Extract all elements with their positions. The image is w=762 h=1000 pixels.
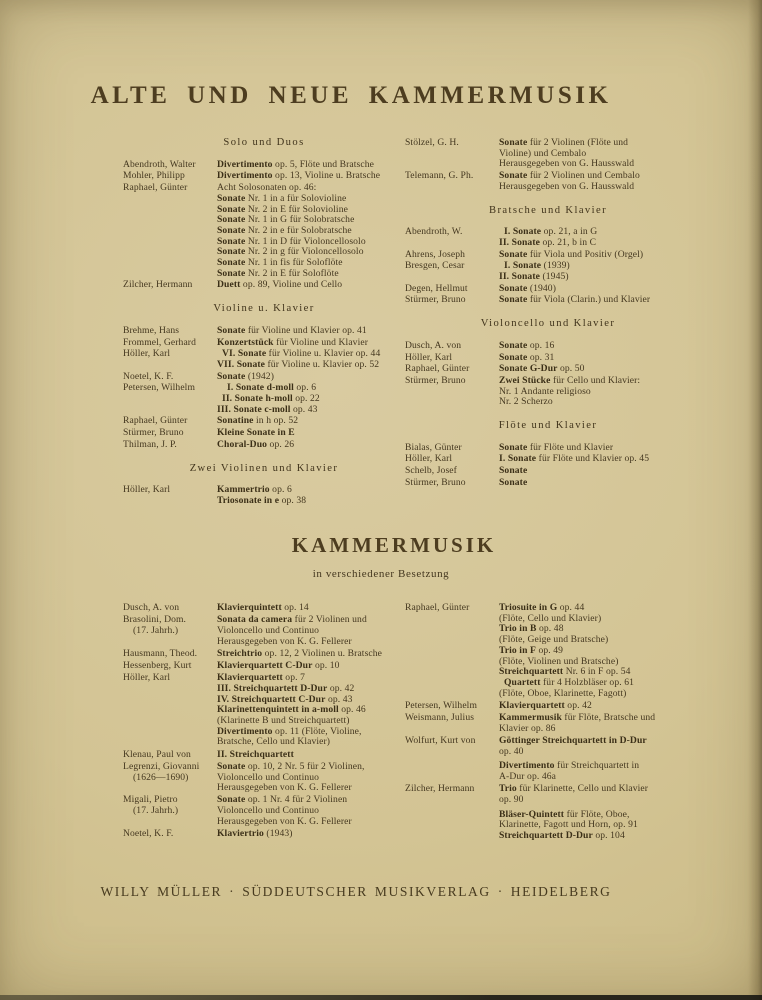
catalog-section [405, 138, 691, 193]
composer-name: Bialas, Günter [405, 441, 462, 453]
composer-name: Noetel, K. F. [123, 828, 174, 840]
work-line: Sonate für 2 Violinen und Cembalo [499, 170, 640, 182]
composer-name: Dusch, A. von [123, 602, 180, 613]
composer-name: Degen, Hellmut [405, 282, 468, 294]
work-list [217, 338, 405, 349]
work-line: Klavierquartett C-Dur op. 10 [217, 660, 340, 672]
work-line: I. Sonate (1939) [504, 260, 570, 272]
section-heading: Zwei Violinen und Klavier [189, 462, 339, 474]
section-heading: Solo und Duos [223, 137, 305, 148]
work-line: Sonate für Viola und Positiv (Orgel) [499, 248, 644, 260]
entry-row [405, 341, 691, 352]
work-list [499, 736, 695, 783]
work-list [217, 372, 405, 383]
composer-name: Klenau, Paul von [123, 748, 191, 760]
composer-name: Höller, Karl [405, 351, 453, 363]
work-list [499, 478, 691, 489]
entry-row [405, 261, 691, 282]
work-line: Violoncello und Continuo [217, 624, 320, 636]
work-line: I. Sonate op. 21, a in G [504, 226, 598, 238]
work-list [217, 485, 405, 506]
work-line: Sonate op. 16 [499, 339, 555, 351]
work-line: Konzertstück für Violine und Klavier [217, 336, 368, 348]
work-list [217, 750, 405, 761]
work-line: Klarinette, Fagott und Horn, op. 91 [499, 819, 638, 831]
work-line: Streichquartett Nr. 6 in F op. 54 [499, 666, 631, 678]
work-line: Sonate für Violine und Klavier op. 41 [217, 324, 367, 336]
work-line: I. Sonate d-moll op. 6 [227, 382, 317, 394]
composer-name: Höller, Karl [123, 672, 171, 684]
entry-row [405, 466, 691, 477]
work-line: Zwei Stücke für Cello und Klavier: [499, 374, 641, 386]
composer-name: Schelb, Josef [405, 465, 457, 477]
page-title: ALTE UND NEUE KAMMERMUSIK [90, 82, 612, 109]
work-line: Sonatine in h op. 52 [217, 415, 299, 427]
composer-name: Petersen, Wilhelm [123, 382, 196, 394]
work-list [499, 284, 691, 295]
work-list [499, 376, 691, 408]
catalog-section [405, 421, 691, 489]
work-line: Klarinettenquintett in a-moll op. 46 [217, 704, 366, 716]
work-list [499, 466, 691, 477]
entry-row [123, 326, 405, 337]
upper-left-column [123, 138, 405, 508]
composer-name: Höller, Karl [123, 348, 171, 360]
catalog-section [405, 319, 691, 408]
work-list [217, 171, 405, 182]
work-list [217, 160, 405, 171]
work-line: Sonate Nr. 2 in E für Soloflöte [217, 267, 339, 279]
work-line: Nr. 2 Scherzo [499, 396, 553, 408]
work-list [499, 443, 691, 454]
work-line: Sonate op. 1 Nr. 4 für 2 Violinen [217, 794, 348, 806]
work-line: Bläser-Quintett für Flöte, Oboe, [499, 808, 630, 820]
work-line: Bratsche, Cello und Klavier) [217, 736, 331, 748]
work-line: Herausgegeben von K. G. Fellerer [217, 782, 352, 794]
work-line: Herausgegeben von G. Hausswald [499, 180, 635, 192]
composer-name: Migali, Pietro (17. Jahrh.) [123, 794, 179, 817]
composer-name: Noetel, K. F. [123, 370, 174, 382]
composer-name: Höller, Karl [405, 453, 453, 465]
work-line: Trio in F op. 49 [499, 644, 564, 656]
work-line: Sonate [499, 476, 528, 488]
work-list [217, 603, 405, 614]
work-line: Sonate [499, 465, 528, 477]
work-line: Streichquartett D-Dur op. 104 [499, 830, 625, 842]
entry-row [123, 762, 405, 794]
work-list [217, 673, 405, 748]
work-line: Violine) und Cembalo [499, 147, 587, 159]
work-line: Duett op. 89, Violine und Cello [217, 279, 343, 291]
composer-name: Bresgen, Cesar [405, 260, 465, 272]
entry-row [123, 416, 405, 427]
work-line: Sonate Nr. 1 in G für Solobratsche [217, 214, 355, 226]
work-list [217, 661, 405, 672]
entry-row [123, 649, 405, 660]
entry-row [405, 736, 695, 783]
work-line: III. Streichquartett D-Dur op. 42 [217, 682, 355, 694]
entry-row [405, 603, 695, 699]
entry-row [123, 795, 405, 827]
composer-name: Legrenzi, Giovanni (1626—1690) [123, 760, 200, 783]
entry-row [123, 661, 405, 672]
work-line: Choral-Duo op. 26 [217, 438, 295, 450]
work-line: Triosuite in G op. 44 [499, 602, 585, 613]
work-line: Sonate für 2 Violinen (Flöte und [499, 137, 629, 148]
work-line: (Flöte, Geige und Bratsche) [499, 634, 609, 646]
work-list [499, 341, 691, 352]
work-line: Triosonate in e op. 38 [217, 494, 307, 506]
work-list [217, 349, 405, 370]
work-line: Klavierquintett op. 14 [217, 602, 309, 613]
work-line: II. Sonate h-moll op. 22 [222, 393, 320, 405]
section-heading: Violine u. Klavier [213, 303, 315, 315]
work-line: Sonate Nr. 1 in D für Violoncellosolo [217, 235, 366, 247]
work-line: Sonate Nr. 2 in e für Solobratsche [217, 224, 352, 236]
composer-name: Raphael, Günter [123, 415, 188, 427]
work-line: VI. Sonate für Violine u. Klavier op. 44 [222, 348, 381, 360]
lower-left-column [123, 603, 405, 841]
entry-row [405, 295, 691, 306]
work-list [499, 138, 691, 170]
catalog-section [405, 603, 695, 842]
work-line: Trio in B op. 48 [499, 623, 564, 635]
entry-row [123, 383, 405, 415]
composer-name: Abendroth, W. [405, 226, 463, 238]
work-line: (Flöte, Violinen und Bratsche) [499, 655, 619, 667]
work-list [217, 416, 405, 427]
entry-row [123, 183, 405, 279]
work-line: III. Sonate c-moll op. 43 [217, 403, 318, 415]
composer-name: Ahrens, Joseph [405, 248, 466, 260]
work-line: Sonate Nr. 1 in fis für Soloflöte [217, 257, 343, 269]
composer-name: Abendroth, Walter [123, 158, 196, 170]
work-line: Divertimento op. 13, Violine u. Bratsche [217, 170, 381, 182]
work-list [217, 440, 405, 451]
entry-row [405, 353, 691, 364]
composer-name: Stölzel, G. H. [405, 137, 459, 148]
work-list [499, 295, 691, 306]
composer-name: Dusch, A. von [405, 339, 462, 351]
work-line: Herausgegeben von G. Hausswald [499, 158, 635, 170]
work-line: Kammertrio op. 6 [217, 484, 292, 496]
work-line: Sonate op. 31 [499, 351, 555, 363]
work-list [217, 829, 405, 840]
work-line: Sonate für Flöte und Klavier [499, 441, 614, 453]
work-list [499, 784, 695, 842]
entry-row [405, 454, 691, 465]
work-line: (Flöte, Cello und Klavier) [499, 612, 602, 624]
work-line: I. Sonate für Flöte und Klavier op. 45 [499, 453, 650, 465]
work-list [499, 603, 695, 699]
entry-row [405, 364, 691, 375]
entry-row [123, 829, 405, 840]
work-list [499, 250, 691, 261]
work-line: Violoncello und Continuo [217, 805, 320, 817]
work-line: II. Sonate (1945) [499, 271, 569, 283]
entry-row [123, 750, 405, 761]
work-line: Trio für Klarinette, Cello und Klavier [499, 783, 649, 795]
work-line: Acht Solosonaten op. 46: [217, 182, 317, 194]
composer-name: Hessenberg, Kurt [123, 660, 192, 672]
work-list [499, 454, 691, 465]
work-line: Kleine Sonate in E [217, 427, 295, 439]
work-line: Sonate Nr. 2 in g für Violoncellosolo [217, 246, 364, 258]
entry-row [405, 284, 691, 295]
work-line: Violoncello und Continuo [217, 771, 320, 783]
composer-name: Telemann, G. Ph. [405, 170, 474, 182]
composer-name: Brehme, Hans [123, 324, 180, 336]
work-line: Klavierquartett op. 7 [217, 672, 305, 684]
entry-row [123, 349, 405, 370]
work-line: Herausgegeben von K. G. Fellerer [217, 815, 352, 827]
work-list [499, 713, 695, 734]
entry-row [123, 171, 405, 182]
work-line: Sonate op. 10, 2 Nr. 5 für 2 Violinen, [217, 760, 365, 772]
entry-row [405, 138, 691, 170]
composer-name: Raphael, Günter [123, 182, 188, 194]
work-line: II. Streichquartett [217, 748, 294, 760]
entry-row [123, 603, 405, 614]
composer-name: Weismann, Julius [405, 712, 475, 724]
work-line: op. 90 [499, 793, 524, 805]
publisher-imprint: WILLY MÜLLER · SÜDDEUTSCHER MUSIKVERLAG · HEIDELBERG [100, 884, 612, 899]
composer-name: Stürmer, Bruno [123, 427, 184, 439]
catalog-section [123, 304, 405, 450]
composer-name: Mohler, Philipp [123, 170, 185, 182]
work-line: Divertimento op. 11 (Flöte, Violine, [217, 725, 362, 737]
section-heading: Bratsche und Klavier [488, 204, 608, 216]
work-list [499, 171, 691, 192]
work-list [217, 183, 405, 279]
work-line: Herausgegeben von K. G. Fellerer [217, 635, 352, 647]
work-line: Sonate für Viola (Clarin.) und Klavier [499, 294, 651, 306]
work-line: Sonate (1940) [499, 282, 557, 294]
work-line: Klavier op. 86 [499, 722, 556, 734]
entry-row [405, 171, 691, 192]
entry-row [405, 478, 691, 489]
catalog-section [405, 206, 691, 307]
work-list [499, 364, 691, 375]
entry-row [405, 701, 695, 712]
work-line: Sonate Nr. 1 in a für Solovioline [217, 192, 347, 204]
entry-row [123, 615, 405, 647]
work-list [499, 227, 691, 248]
entry-row [123, 160, 405, 171]
work-line: Sonate G-Dur op. 50 [499, 363, 585, 375]
section-heading: Violoncello und Klavier [480, 318, 616, 330]
work-list [217, 383, 405, 415]
entry-row [123, 428, 405, 439]
entry-row [123, 673, 405, 748]
entry-row [123, 280, 405, 291]
composer-name: Zilcher, Hermann [123, 279, 193, 291]
work-list [499, 701, 695, 712]
entry-row [123, 338, 405, 349]
work-line: VII. Sonate für Violine u. Klavier op. 52 [217, 358, 380, 370]
composer-name: Raphael, Günter [405, 363, 470, 375]
catalog-section [123, 138, 405, 291]
work-line: Divertimento op. 5, Flöte und Bratsche [217, 158, 375, 170]
work-line: (Flöte, Oboe, Klarinette, Fagott) [499, 687, 627, 699]
work-line: Sonata da camera für 2 Violinen und [217, 614, 367, 626]
work-line: Klavierquartett op. 42 [499, 699, 592, 711]
composer-name: Zilcher, Hermann [405, 783, 475, 795]
work-line: Divertimento für Streichquartett in [499, 760, 640, 772]
entry-row [405, 713, 695, 734]
section-subtitle: in verschiedener Besetzung [312, 568, 450, 580]
entry-row [405, 443, 691, 454]
work-list [217, 280, 405, 291]
work-line: Streichtrio op. 12, 2 Violinen u. Bratsche [217, 647, 383, 659]
entry-row [405, 227, 691, 248]
work-list [217, 615, 405, 647]
work-line: II. Sonate op. 21, b in C [499, 236, 597, 248]
work-list [217, 762, 405, 794]
composer-name: Stürmer, Bruno [405, 294, 466, 306]
work-list [499, 261, 691, 282]
entry-row [405, 784, 695, 842]
work-line: Göttinger Streichquartett in D-Dur [499, 734, 647, 746]
entry-row [405, 250, 691, 261]
composer-name: Thilman, J. P. [123, 438, 177, 450]
entry-row [123, 485, 405, 506]
composer-name: Stürmer, Bruno [405, 476, 466, 488]
work-line: Kammermusik für Flöte, Bratsche und [499, 712, 656, 724]
work-line: Sonate Nr. 2 in E für Solovioline [217, 203, 348, 215]
entry-row [123, 440, 405, 451]
work-line: Quartett für 4 Holzbläser op. 61 [504, 676, 635, 688]
composer-name: Raphael, Günter [405, 602, 470, 613]
entry-row [405, 376, 691, 408]
work-line: Klaviertrio (1943) [217, 828, 293, 840]
work-line: op. 40 [499, 745, 524, 757]
upper-right-column [405, 138, 691, 490]
work-list [217, 795, 405, 827]
work-list [217, 428, 405, 439]
work-list [217, 326, 405, 337]
composer-name: Wolfurt, Kurt von [405, 734, 476, 746]
work-list [217, 649, 405, 660]
composer-name: Brasolini, Dom. (17. Jahrh.) [123, 614, 187, 636]
composer-name: Höller, Karl [123, 484, 171, 496]
entry-row [123, 372, 405, 383]
lower-right-column [405, 603, 695, 843]
work-line: IV. Streichquartett C-Dur op. 43 [217, 693, 353, 705]
composer-name: Petersen, Wilhelm [405, 699, 478, 711]
work-line: A-Dur op. 46a [499, 771, 556, 783]
catalog-section [123, 464, 405, 507]
work-line: Sonate (1942) [217, 370, 275, 382]
composer-name: Hausmann, Theod. [123, 647, 198, 659]
composer-name: Frommel, Gerhard [123, 336, 197, 348]
work-line: Nr. 1 Andante religioso [499, 385, 591, 397]
section-title-kammermusik: KAMMERMUSIK [291, 533, 497, 557]
work-line: (Klarinette B und Streichquartett) [217, 715, 350, 727]
composer-name: Stürmer, Bruno [405, 374, 466, 386]
section-heading: Flöte und Klavier [498, 420, 598, 432]
work-list [499, 353, 691, 364]
catalog-section [123, 603, 405, 840]
